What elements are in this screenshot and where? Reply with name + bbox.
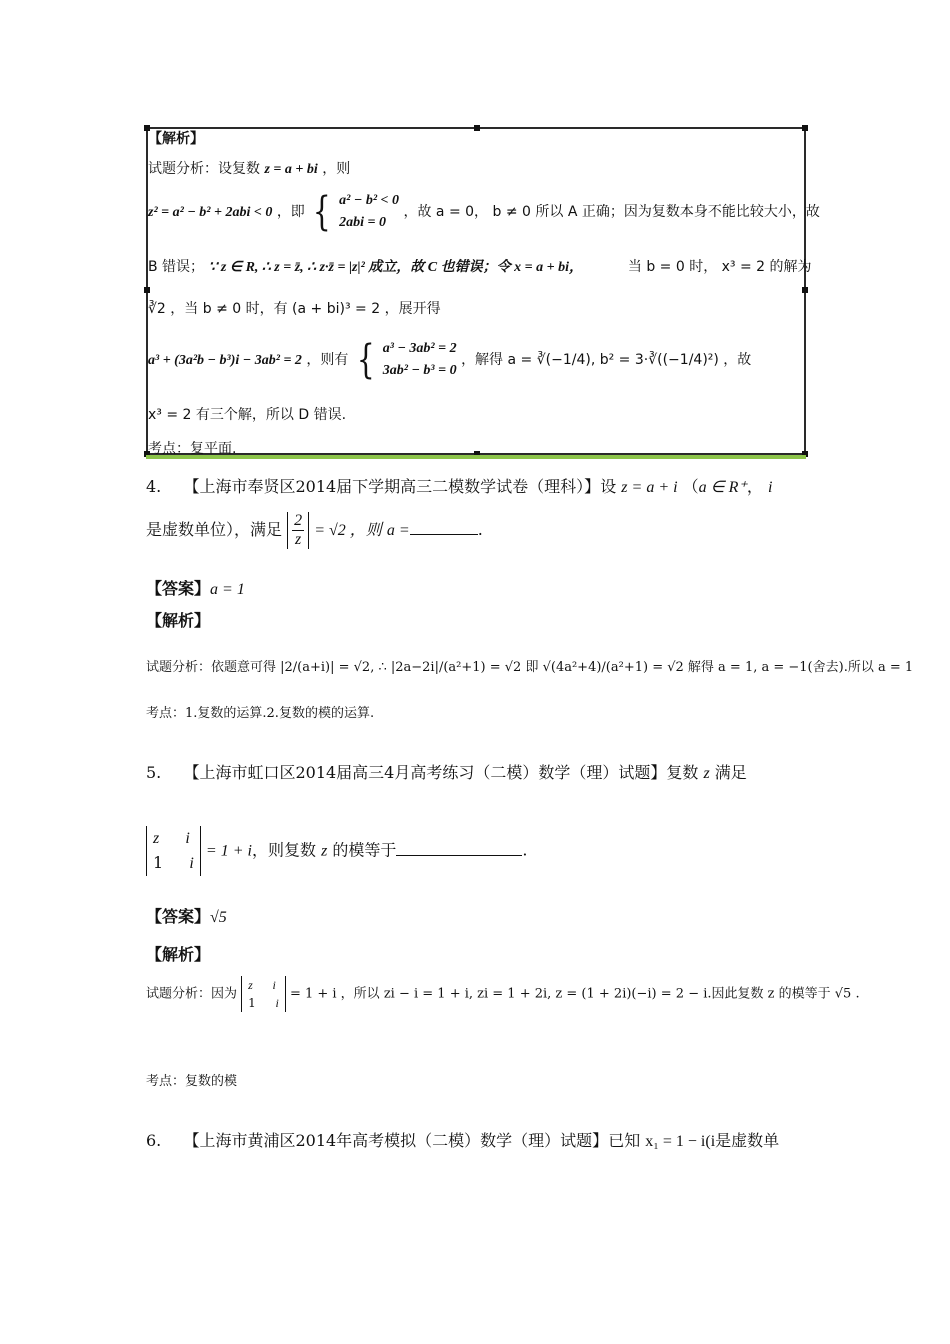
question-4-line-2: 是虚数单位），满足 $\frac{2}{z}$ = √2 ，则 a = . <box>146 512 483 548</box>
image-heading: 【解析】 <box>148 131 204 147</box>
image-line-6: x³ = 2 有三个解，所以 D 错误. <box>148 407 347 423</box>
left-brace: { <box>356 337 375 383</box>
image-line-4: ∛2 ，当 b ≠ 0 时，有 (a + bi)³ = 2 ，展开得 <box>148 301 441 317</box>
question-number: 6. <box>146 1131 162 1150</box>
resize-handle[interactable] <box>144 287 150 293</box>
question-number: 4. <box>146 477 162 496</box>
image-line-3: B 错误； ∵ z ∈ R, ∴ z = z̄, ∴ z·z̄ = |z|² 成立，故 C 也错误；令 x = a + bi， 当 b = 0 时， x³ = 2 的解为 <box>148 259 812 275</box>
question-6-stem: 6. 【上海市黄浦区2014年高考模拟（二模）数学（理）试题】已知 x₁ = 1 − i(i是虚数单 <box>146 1131 780 1150</box>
question-number: 5. <box>146 763 162 782</box>
equation-system: a² − b² < 0 2abi = 0 <box>339 193 400 230</box>
modulus-expression: $\frac{2}{z}$ <box>287 512 309 549</box>
determinant: z i 1 i <box>146 826 201 876</box>
question-4-answer: 【答案】a = 1 <box>146 579 245 598</box>
question-5-analysis-label: 【解析】 <box>146 945 211 964</box>
image-line-2: z² = a² − b² + 2abi < 0 ，即 { a² − b² < 0 2abi = 0 ，故 a = 0， b ≠ 0 所以 A 正确；因为复数本身不能比较大小，故 <box>148 189 820 235</box>
resize-handle[interactable] <box>474 125 480 131</box>
image-underline <box>146 455 806 459</box>
answer-blank[interactable] <box>410 534 478 535</box>
image-line-1: 试题分析：设复数 z = a + bi ，则 <box>148 161 351 177</box>
equation-system: a³ − 3ab² = 2 3ab² − b³ = 0 <box>382 341 457 378</box>
answer-blank[interactable] <box>396 855 522 856</box>
question-source: 【上海市奉贤区2014届下学期高三二模数学试卷（理科）】 <box>183 477 601 496</box>
resize-handle[interactable] <box>802 287 808 293</box>
image-line-7: 考点：复平面. <box>148 441 237 457</box>
left-brace: { <box>313 189 331 235</box>
question-5-answer: 【答案】√5 <box>146 907 227 926</box>
question-4-stem: 4. 【上海市奉贤区2014届下学期高三二模数学试卷（理科）】设 z = a + i （a ∈ R⁺， i <box>146 477 773 496</box>
question-source: 【上海市黄浦区2014年高考模拟（二模）数学（理）试题】 <box>183 1131 609 1150</box>
question-4-analysis: 试题分析：依题意可得 |2/(a+i)| = √2, ∴ |2a−2i|/(a²+1) = √2 即 √(4a²+4)/(a²+1) = √2 解得 a = 1, a = −1(舍去).所以 a = 1 <box>146 660 914 675</box>
image-line-5: a³ + (3a²b − b³)i − 3ab² = 2 ，则有 { a³ − 3ab² = 2 3ab² − b³ = 0 ，解得 a = ∛(−1/4), b² = 3·∛((−1/4)²) ，故 <box>148 337 752 383</box>
question-4-analysis-label: 【解析】 <box>146 611 211 630</box>
question-4-kaodian: 考点：1.复数的运算.2.复数的模的运算. <box>146 706 375 721</box>
question-5-stem: 5. 【上海市虹口区2014届高三4月高考练习（二模）数学（理）试题】复数 z 满足 <box>146 763 747 782</box>
resize-handle[interactable] <box>802 125 808 131</box>
question-5-analysis: 试题分析：因为 z i 1 i = 1 + i ，所以 zi − i = 1 + i, zi = 1 + 2i, z = (1 + 2i)(−i) = 2 − i.因此复数 z 的模等于 √5 . <box>146 978 860 1010</box>
question-source: 【上海市虹口区2014届高三4月高考练习（二模）数学（理）试题】 <box>183 763 667 782</box>
question-5-kaodian: 考点：复数的模 <box>146 1074 238 1089</box>
determinant: z i 1 i <box>241 976 286 1012</box>
question-5-line-2: z i 1 i = 1 + i，则复数 z 的模等于 . <box>146 826 528 876</box>
